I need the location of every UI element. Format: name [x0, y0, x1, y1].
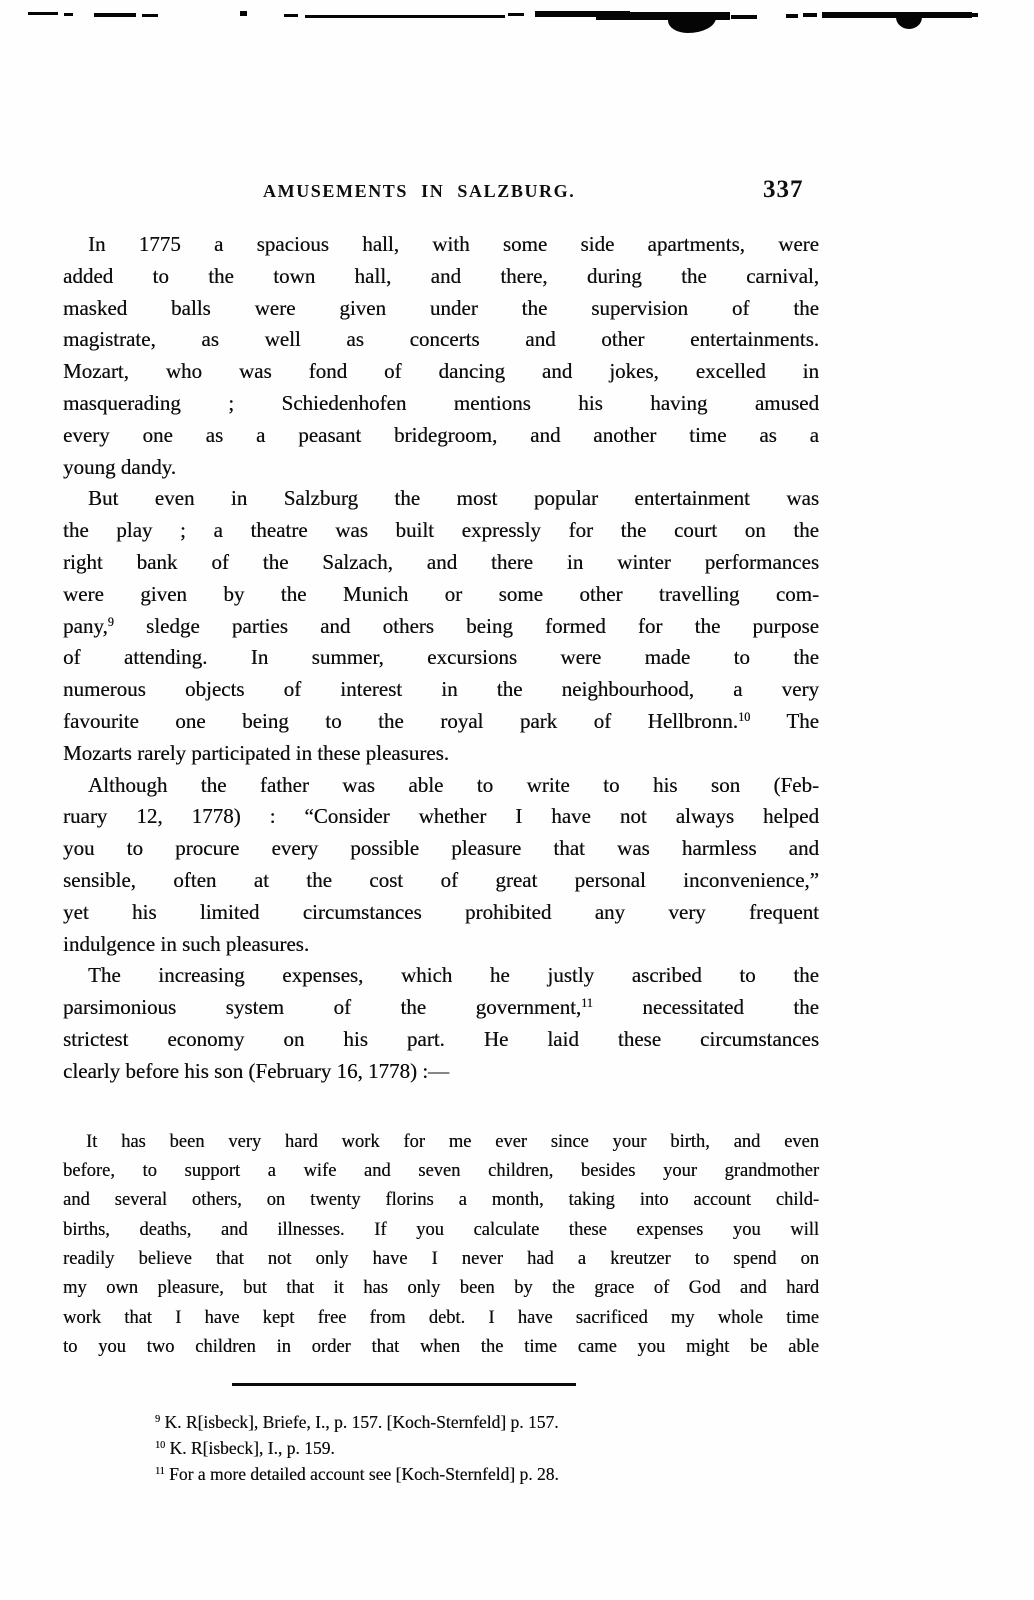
text-line: to you two children in order that when the time came you might be able: [63, 1337, 819, 1358]
text-line: masked balls were given under the supervision of the: [63, 295, 819, 320]
text-line: every one as a peasant bridegroom, and another time as a: [63, 422, 819, 447]
scan-artifact: [786, 14, 798, 18]
text-line: parsimonious system of the government,$^{11}$ necessitated the: [63, 995, 819, 1020]
text-line: Mozart, who was fond of dancing and jokes, excelled in: [63, 359, 819, 384]
text-line: you to procure every possible pleasure that was harmless and: [63, 836, 819, 861]
text-line: clearly before his son (February 16, 1778) :—: [63, 1058, 450, 1083]
text-line: work that I have kept free from debt. I have sacrificed my whole time: [63, 1307, 819, 1328]
scan-artifact: [668, 16, 716, 33]
footnote-reference: 10: [738, 710, 751, 725]
scan-artifact: [64, 13, 73, 16]
page-number: 337: [763, 176, 804, 203]
text-line: $^{10}$ K. R[isbeck], I., p. 159.: [155, 1438, 335, 1458]
text-line: $^9$ K. R[isbeck], Briefe, I., p. 157. [Koch-Sternfeld] p. 157.: [155, 1412, 559, 1432]
text-line: numerous objects of interest in the neighbourhood, a very: [63, 677, 819, 702]
footnotes: [155, 1409, 795, 1487]
text-line: strictest economy on his part. He laid these circumstances: [63, 1026, 819, 1051]
footnote-divider: [232, 1383, 576, 1386]
text-line: Although the father was able to write to his son (Feb-: [88, 772, 819, 797]
text-line: The increasing expenses, which he justly ascribed to the: [88, 963, 819, 988]
scan-artifact: [938, 13, 978, 17]
scan-artifact: [240, 11, 247, 16]
text-line: sensible, often at the cost of great personal inconvenience,”: [63, 867, 819, 892]
footnote-reference: 9: [107, 614, 114, 629]
footnote-reference: 9: [155, 1414, 161, 1426]
text-line: It has been very hard work for me ever since your birth, and even: [86, 1131, 819, 1152]
scan-artifact: [28, 12, 58, 15]
block-quote: [63, 1128, 819, 1363]
text-line: young dandy.: [63, 454, 176, 479]
text-line: the play ; a theatre was built expressly for the court on the: [63, 518, 819, 543]
running-head: AMUSEMENTS IN SALZBURG.: [263, 181, 576, 201]
paragraph: [63, 960, 819, 1087]
text-line: right bank of the Salzach, and there in winter performances: [63, 549, 819, 574]
text-line: readily believe that not only have I never had a kreutzer to spend on: [63, 1249, 819, 1270]
footnote-reference: 10: [155, 1440, 166, 1452]
text-line: masquerading ; Schiedenhofen mentions his having amused: [63, 390, 819, 415]
text-line: But even in Salzburg the most popular entertainment was: [88, 486, 819, 511]
text-line: indulgence in such pleasures.: [63, 931, 310, 956]
text-line: births, deaths, and illnesses. If you calculate these expenses you will: [63, 1219, 819, 1240]
scan-artifact: [508, 13, 524, 16]
footnote-reference: 11: [581, 996, 593, 1011]
scan-artifact: [284, 14, 298, 17]
text-line: before, to support a wife and seven children, besides your grandmother: [63, 1160, 819, 1181]
paragraph: [63, 229, 819, 483]
text-line: my own pleasure, but that it has only been by the grace of God and hard: [63, 1278, 819, 1299]
text-line: ruary 12, 1778) : “Consider whether I have not always helped: [63, 804, 819, 829]
scan-artifact: [803, 13, 817, 17]
text-line: and several others, on twenty florins a month, taking into account child-: [63, 1190, 819, 1211]
text-line: Mozarts rarely participated in these pleasures.: [63, 740, 450, 765]
text-line: In 1775 a spacious hall, with some side apartments, were: [88, 232, 819, 256]
scan-artifact: [94, 13, 136, 17]
scan-artifact: [896, 16, 922, 29]
text-line: were given by the Munich or some other travelling com-: [63, 581, 819, 606]
page-body: [63, 229, 819, 1363]
text-line: added to the town hall, and there, during the carnival,: [63, 263, 819, 288]
text-line: $^{11}$ For a more detailed account see [Koch-Sternfeld] p. 28.: [155, 1464, 559, 1484]
scan-artifact: [731, 15, 757, 19]
scan-artifact: [305, 15, 505, 18]
text-line: of attending. In summer, excursions were made to the: [63, 645, 819, 670]
text-line: yet his limited circumstances prohibited any very frequent: [63, 899, 819, 924]
text-line: favourite one being to the royal park of Hellbronn.$^{10}$ The: [63, 708, 819, 733]
paragraph: [63, 770, 819, 961]
scan-artifact: [142, 14, 158, 17]
paragraph: [63, 483, 819, 769]
footnote-reference: 11: [155, 1466, 165, 1478]
text-line: magistrate, as well as concerts and other entertainments.: [63, 327, 819, 352]
text-line: pany,$^9$ sledge parties and others being formed for the purpose: [63, 613, 819, 638]
